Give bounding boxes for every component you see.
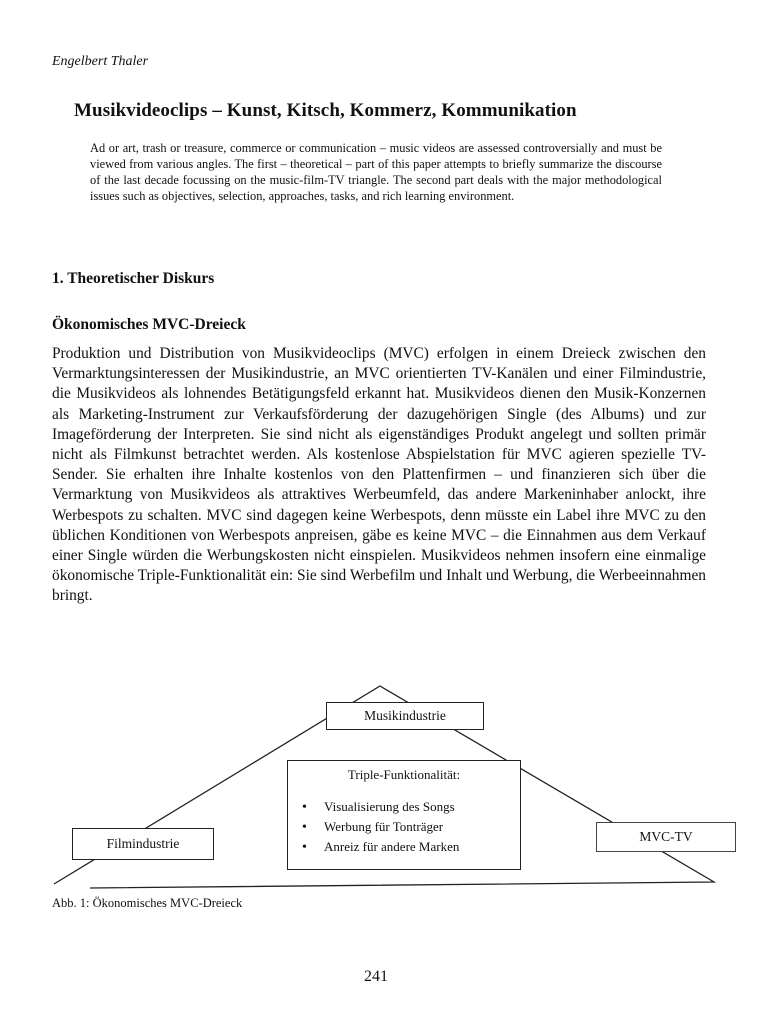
triple-list (288, 797, 520, 857)
node-mvc-tv: MVC-TV (596, 822, 736, 852)
list-item: • Werbung für Tonträger (302, 817, 520, 837)
node-musikindustrie: Musikindustrie (326, 702, 484, 730)
node-filmindustrie: Filmindustrie (72, 828, 214, 860)
abstract: Ad or art, trash or treasure, commerce or communication – music videos are assessed controversially and must be viewed from various angles. The first – theoretical – part of this paper attempts to briefly summarize the discourse of the last decade focussing on the music-film-TV triangle. The second part deals with the major methodological issues such as objectives, selection, approaches, tasks, and rich learning environment. (90, 141, 662, 203)
body-paragraph: Produktion und Distribution von Musikvideoclips (MVC) erfolgen in einem Dreieck zwischen den Vermarktungsinteressen der Musikindustrie, an MVC orientierten TV-Kanälen und einer Filmindustrie, die Musikvideos als lohnendes Betätigungsfeld erkannt hat. Musikvideos dienen den Musik-Konzernen als Marketing-Instrument zur Verkaufsförderung der dazugehörigen Single (des Albums) und zur Imageförderung der Interpreten. Sie sind nicht als eigenständiges Produkt angelegt und sollten primär nicht als Filmkunst betrachtet werden. Als kostenlose Abspielstation für MVC agieren spezielle TV-Sender. Sie erhalten ihre Inhalte kostenlos von den Plattenfirmen – und finanzieren sich über die Vermarktung von Musikvideos als attraktives Werbeumfeld, das andere Markeninhaber anlockt, ihre Werbespots zu schalten. MVC sind dagegen keine Werbespots, denn müsste ein Label ihre MVC zu den üblichen Konditionen von Werbespots anpreisen, gäbe es keine MVC – die Einnahmen aus dem Verkauf einer Single würden die Werbungskosten nicht einspielen. Musikvideos nehmen insofern eine einmalige ökonomische Triple-Funktionalität ein: Sie sind Werbefilm und Inhalt und Werbung, die Werbeeinnahmen bringt. (52, 345, 706, 605)
triple-title: Triple-Funktionalität: (347, 767, 461, 782)
subsection-heading: Ökonomisches MVC-Dreieck (52, 316, 246, 333)
author-name: Engelbert Thaler (52, 54, 149, 69)
article-title: Musikvideoclips – Kunst, Kitsch, Kommerz, Kommunikation (74, 100, 577, 121)
list-item: • Visualisierung des Songs (302, 797, 520, 817)
list-item: • Anreiz für andere Marken (302, 837, 520, 857)
node-triple-funktionalitaet (287, 760, 521, 870)
figure-caption: Abb. 1: Ökonomisches MVC-Dreieck (52, 896, 243, 910)
section-heading: 1. Theoretischer Diskurs (52, 270, 215, 287)
page-number: 241 (364, 968, 388, 985)
